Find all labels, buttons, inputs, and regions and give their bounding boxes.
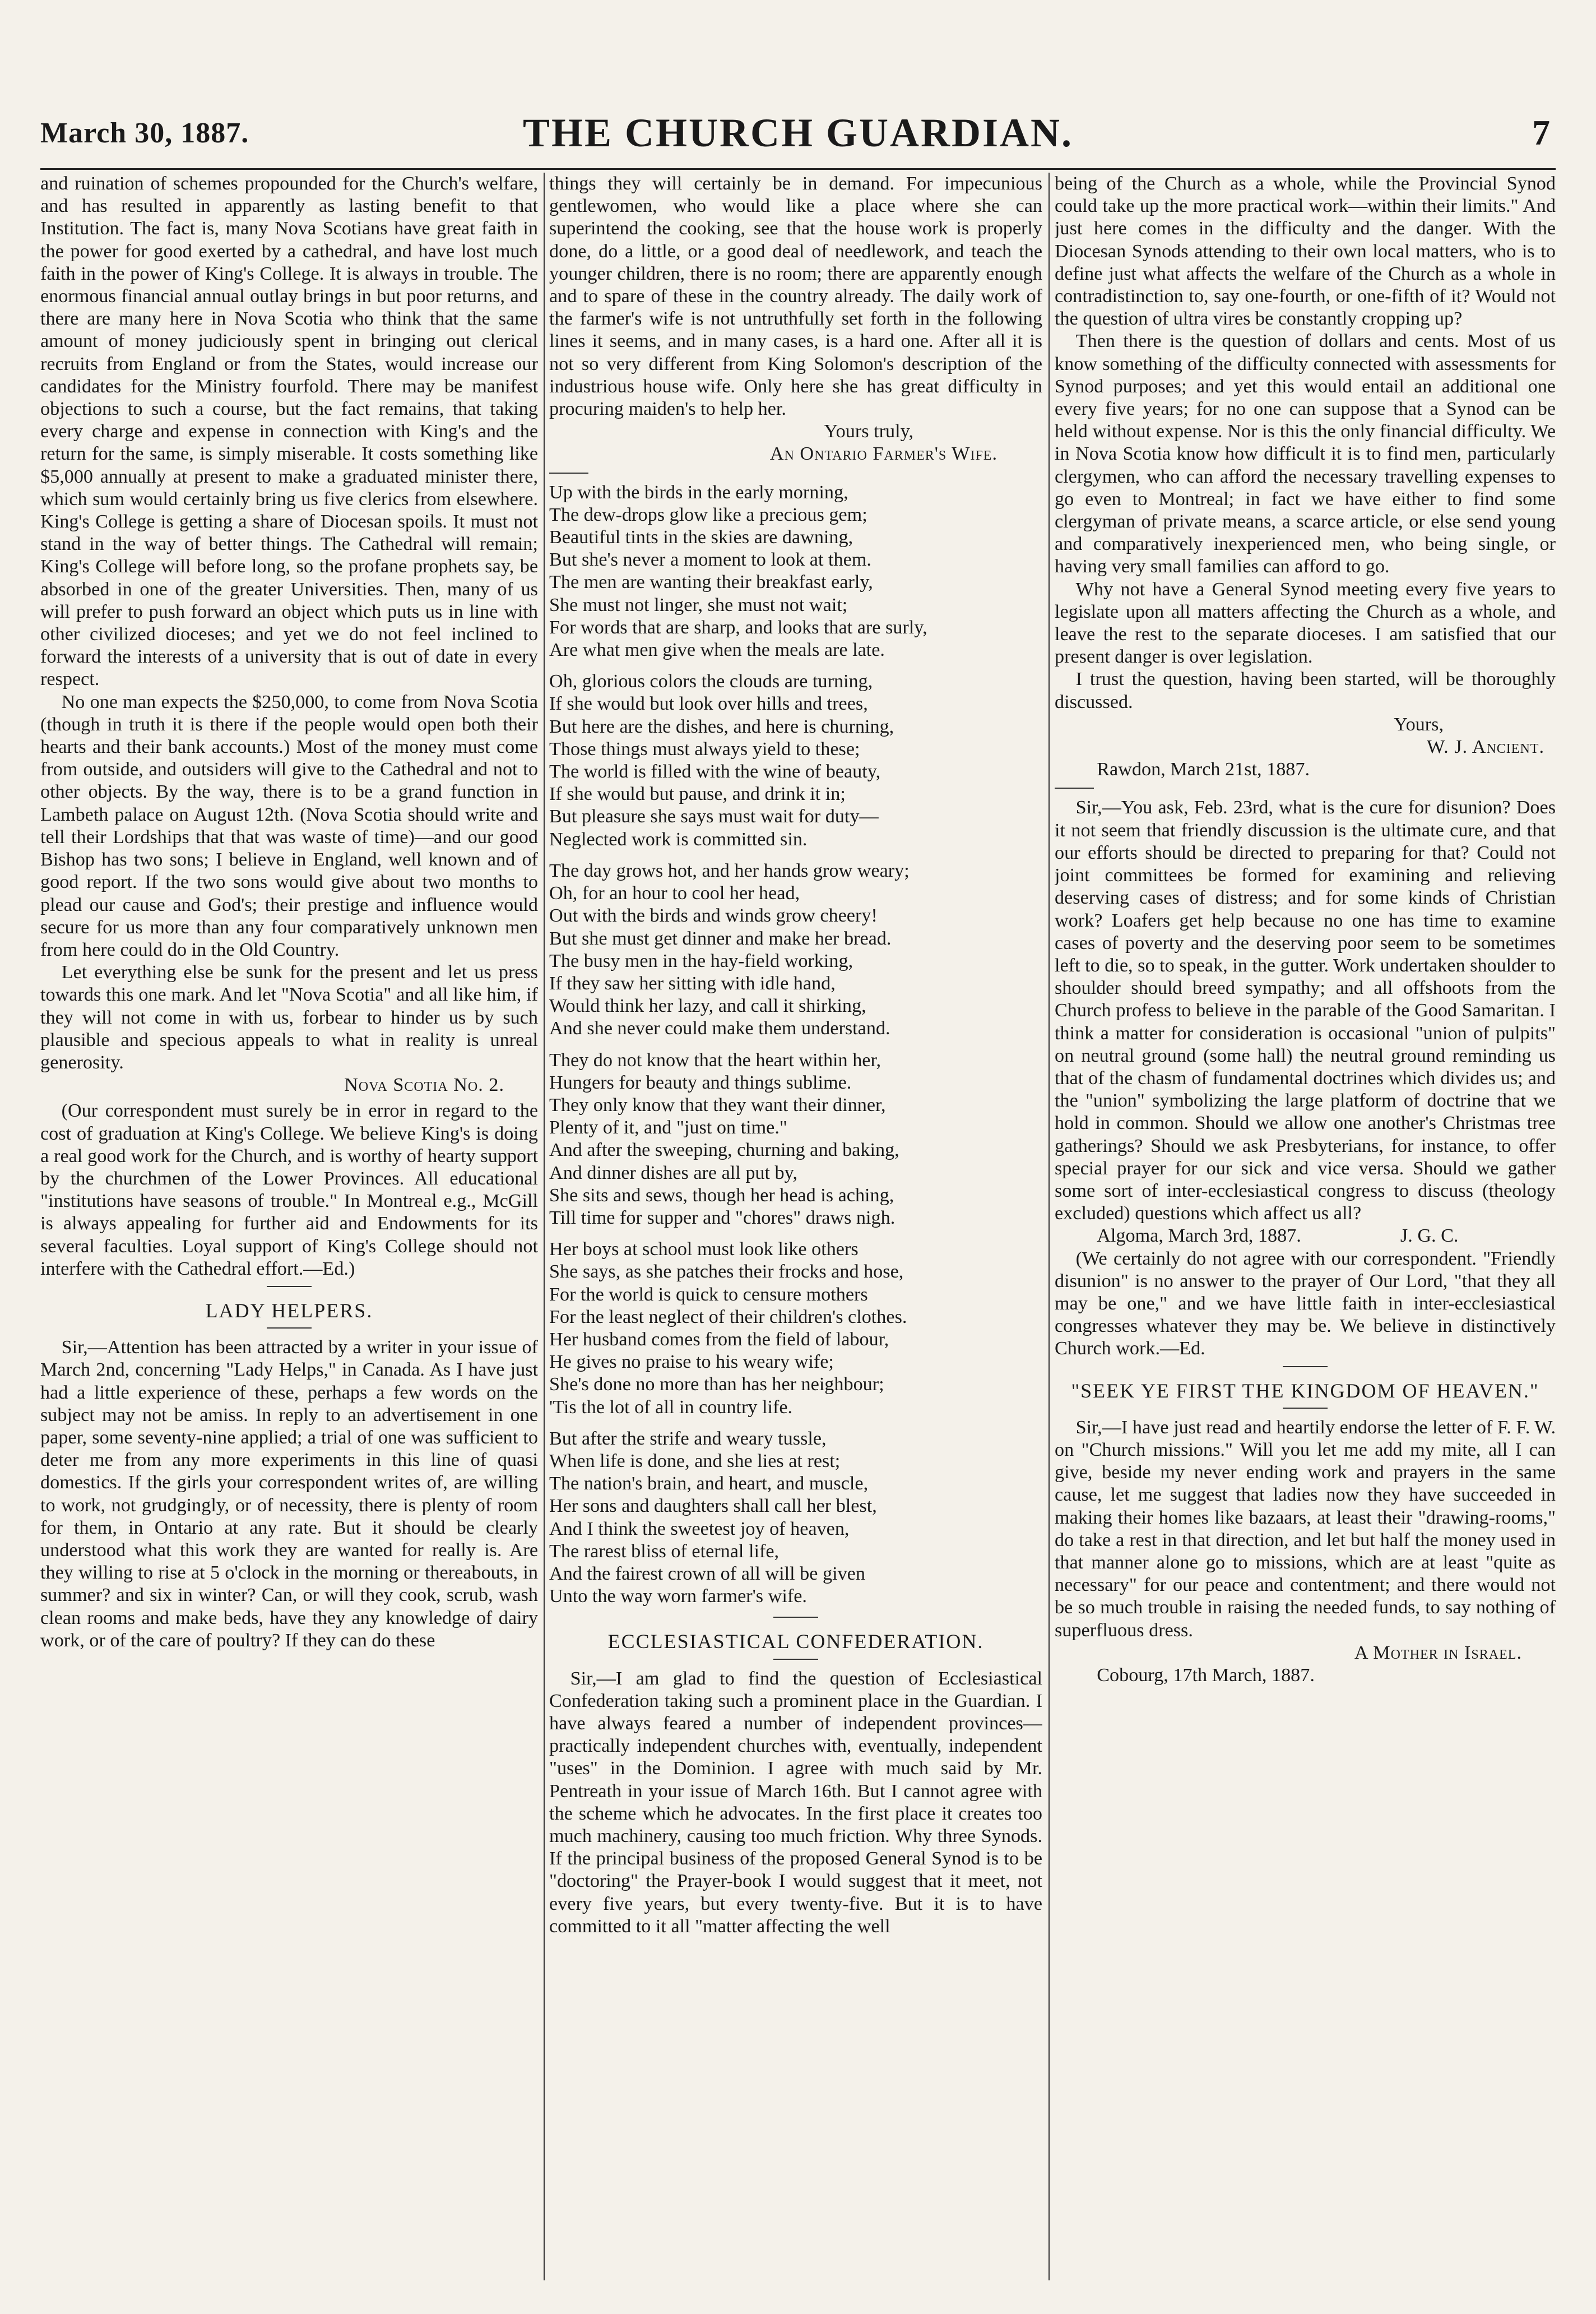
letter-paragraph: Why not have a General Synod meeting every five years to legislate upon all matters affecting the Church as a whole, and leave the rest to the separate dioceses. I am satisfied that our present danger is over legislation.	[1055, 578, 1556, 668]
poem-line: She must not linger, she must not wait;	[549, 594, 848, 615]
letter-paragraph: Sir,—Attention has been attracted by a writer in your issue of March 2nd, concerning "Lady Helps," in Canada. As I have just had a little experience of these, perhaps a few words on the subject may not be amiss. In reply to an advertisement in one paper, some seventy-nine applied; a trial of one was sufficient to deter me from any more experiments in this line of quasi domestics. If the girls your correspondent writes of, are willing to work, not grudgingly, or of necessity, there is plenty of room for them, in Ontario at any rate. But it should be clearly understood what this work they are wanted for really is. Are they willing to rise at 5 o'clock in the morning or thereabouts, in summer? and six in winter? Can, or will they cook, scrub, wash clean rooms and make beds, have they any knowledge of dairy work, or of the care of poultry? If they can do these	[40, 1337, 538, 1651]
divider	[1283, 1408, 1328, 1409]
poem-line: Oh, glorious colors the clouds are turning,	[549, 671, 873, 692]
letter-paragraph: Sir,—You ask, Feb. 23rd, what is the cure for disunion? Does it not seem that friendly discussion is the ultimate cure, and that our efforts should be directed to preparing for that? Could not joint committees be formed for examining and relieving deserving cases of distress; and for some kinds of Christian work? Loafers get help because no one has time to examine cases of poverty and the deserving poor seem to be sometimes left to die, so to speak, in the gutter. Work undertaken shoulder to shoulder should breed sympathy; and all offshoots from the Church profess to believe in the parable of the Good Samaritan. I think a matter for consideration is occasional "union of pulpits" on neutral ground (some hall) the neutral ground reminding us that of the chasm of fundamental doctrines which divides us; and the "union" symbolizing the large platform of doctrine that we hold in common. Should we allow one another's Christmas tree gatherings? Should we ask Presbyterians, for instance, to offer special prayer for our sick and vice versa. Should we gather some sort of inter-ecclesiastical congress to discuss (theology excluded) questions which affect us all?	[1055, 797, 1556, 1224]
poem-line: He gives no praise to his weary wife;	[549, 1352, 834, 1373]
letter-paragraph: I trust the question, having been started, will be thoroughly discussed.	[1055, 669, 1556, 712]
poem-line: The day grows hot, and her hands grow weary;	[549, 860, 910, 881]
divider	[773, 1617, 818, 1618]
letter-paragraph: Sir,—I am glad to find the question of Ecclesiastical Confederation taking such a prominent place in the Guardian. I have always feared a number of independent provinces—practically independent churches with, eventually, independent "uses" in the Dominion. I agree with much said by Mr. Pentreath in your issue of March 16th. But I cannot agree with the scheme which he advocates. In the first place it creates too much machinery, causing too much friction. Why three Synods. If the principal business of the proposed General Synod is to be "doctoring" the Prayer-book I would suggest that it meet, not every five years, but every twenty-five. But it is to have committed to it all "matter affecting the well	[549, 1668, 1042, 1937]
letter-paragraph: Sir,—I have just read and heartily endorse the letter of F. F. W. on "Church missions." Will you let me add my mite, all I can give, beside my never ending work and prayers in the same cause, let me suggest that ladies now they have succeeded in making their homes like bazaars, at least their "drawing-rooms," do take a rest in that direction, and let but half the money used in that manner alone go to missions, which are at least "quite as necessary" for our peace and contentment; and there would not be so much trouble in raising the needed funds, to say nothing of superfluous dress.	[1055, 1417, 1556, 1641]
column-rule	[1048, 173, 1050, 2280]
divider	[773, 1659, 818, 1660]
newspaper-page	[40, 22, 1556, 2293]
poem-line: She's done no more than has her neighbour;	[549, 1374, 884, 1395]
poem-line: For the least neglect of their children's clothes.	[549, 1306, 907, 1327]
poem-line: The men are wanting their breakfast early,	[549, 572, 873, 593]
poem-line: They only know that they want their dinner,	[549, 1094, 886, 1116]
poem-line: If they saw her sitting with idle hand,	[549, 973, 836, 994]
page-number: 7	[1532, 113, 1550, 152]
poem-line: She sits and sews, though her head is aching,	[549, 1184, 894, 1206]
newspaper-title: THE CHURCH GUARDIAN.	[522, 110, 1074, 155]
poem-line: For the world is quick to censure mothers	[549, 1284, 868, 1305]
poem-line: But she's never a moment to look at them.	[549, 549, 871, 571]
poem	[549, 482, 1042, 1608]
dateline-place: Algoma, March 3rd, 1887.	[1097, 1225, 1301, 1247]
poem-line: Her sons and daughters shall call her blest,	[549, 1496, 877, 1517]
poem-stanza	[549, 670, 1042, 851]
letter-paragraph: things they will certainly be in demand. For impecunious gentlewomen, who would like a place where she can superintend the cooking, see that the house work is properly done, do a little, or a good deal of needlework, and teach the younger children, there is no room; there are apparently enough and to spare of these in the country already. The daily work of the farmer's wife is not untruthfully set forth in the following lines it seems, and in many cases, is a hard one. After all it is not so very different from King Solomon's description of the industrious house wife. Only here she has great difficulty in procuring maiden's to help her.	[549, 173, 1042, 420]
signature: A Mother in Israel.	[1354, 1642, 1522, 1663]
divider	[267, 1286, 312, 1287]
poem-stanza	[549, 482, 1042, 662]
poem-line: Those things must always yield to these;	[549, 738, 860, 760]
poem-line: Unto the way worn farmer's wife.	[549, 1586, 807, 1607]
column-3	[1055, 173, 1556, 2292]
poem-line: She says, as she patches their frocks and hose,	[549, 1261, 904, 1283]
poem-line: The rarest bliss of eternal life,	[549, 1540, 780, 1562]
poem-line: The dew-drops glow like a precious gem;	[549, 504, 867, 525]
poem-line: The nation's brain, and heart, and muscle,	[549, 1473, 869, 1494]
poem-line: The world is filled with the wine of beauty,	[549, 761, 881, 783]
poem-line: Till time for supper and "chores" draws nigh.	[549, 1207, 896, 1228]
letter-paragraph: Then there is the question of dollars and cents. Most of us know something of the difficulty connected with assessments for Synod purposes; and yet this would entail an additional one every five years; for no one can suppose that a Synod can be held without expense. Nor is this the only financial difficulty. We in Nova Scotia know how difficult it is to find men, particularly clergymen, who can afford the necessary travelling expenses to go even to Montreal; in fact we have either to find some clergyman of private means, a scarce article, or else send young and comparatively inexperienced men, who being single, or having very small families can afford to go.	[1055, 331, 1556, 577]
signature: An Ontario Farmer's Wife.	[769, 443, 998, 465]
poem-line: But after the strife and weary tussle,	[549, 1428, 827, 1449]
dateline	[1076, 1225, 1556, 1247]
poem-line: And I think the sweetest joy of heaven,	[549, 1518, 850, 1539]
poem-line: But she must get dinner and make her bread.	[549, 928, 892, 949]
poem-line: When life is done, and she lies at rest;	[549, 1450, 841, 1471]
poem-stanza	[549, 860, 1042, 1040]
editor-note: (We certainly do not agree with our correspondent. "Friendly disunion" is no answer to the prayer of Our Lord, "that they all may be one," and we have little faith in inter-ecclesiastical congresses whatever they may be. We believe in distinctively Church work.—Ed.	[1055, 1248, 1556, 1359]
article-paragraph: Let everything else be sunk for the present and let us press towards this one mark. And let "Nova Scotia" and all like him, if they will not come in with us, forbear to hinder us by such plausible and specious appeals to what in reality is unreal generosity.	[40, 962, 538, 1073]
dateline: Cobourg, 17th March, 1887.	[1097, 1665, 1315, 1686]
poem-line: Her boys at school must look like others	[549, 1239, 859, 1260]
letter-paragraph: being of the Church as a whole, while the Provincial Synod could take up the more practical work—within their limits." And just here comes in the difficulty and the danger. With the Diocesan Synods attending to their own local matters, who is to define just what affects the welfare of the Church as a whole in contradistinction to, say one-fourth, or one-fifth of it? Would not the question of ultra vires be constantly cropping up?	[1055, 173, 1556, 330]
poem-stanza	[549, 1428, 1042, 1608]
signature: W. J. Ancient.	[1427, 737, 1544, 758]
divider	[1055, 788, 1094, 789]
column-1	[40, 173, 538, 2292]
poem-line: For words that are sharp, and looks that are surly,	[549, 617, 927, 638]
poem-stanza	[549, 1238, 1042, 1419]
poem-line: Beautiful tints in the skies are dawning,	[549, 527, 853, 548]
poem-line: And the fairest crown of all will be given	[549, 1563, 865, 1584]
poem-line: Out with the birds and winds grow cheery!	[549, 905, 878, 927]
section-heading: "SEEK YE FIRST THE KINGDOM OF HEAVEN."	[1071, 1379, 1539, 1402]
article-paragraph: and ruination of schemes propounded for the Church's welfare, and has resulted in apparently as lasting benefit to that Institution. The fact is, many Nova Scotians have great faith in the power for good exerted by a cathedral, and have lost much faith in the power of King's College. It is always in trouble. The enormous financial annual outlay brings in but poor returns, and there are many here in Nova Scotia who think that the same amount of money judiciously spent in bringing out clerical recruits from England or from the States, would increase our candidates for the Ministry fourfold. There may be manifest objections to such a course, but the fact remains, that taking every charge and expense in connection with King's and the return for the same, is simply miserable. It costs something like $5,000 annually at present to make a graduated minister there, which sum would certainly bring us five clerics from elsewhere. King's College is getting a share of Diocesan spoils. It must not stand in the way of better things. The Cathedral will remain; King's College will before long, so the profane prophets say, be absorbed in one of the greater Universities. Then, many of us will prefer to push forward an object which puts us in line with other civilized dioceses; and yet we do not feel inclined to forward the interests of a university that is out of date in every respect.	[40, 173, 538, 690]
signature: J. G. C.	[1400, 1225, 1459, 1247]
editor-note: (Our correspondent must surely be in error in regard to the cost of graduation at King's College. We believe King's is doing a real good work for the Church, and is worthy of hearty support by the churchmen of the Lower Provinces. All educational "institutions have seasons of trouble." In Montreal e.g., McGill is always appealing for further aid and Endowments for its several faculties. Loyal support of King's College should not interfere with the Cathedral effort.—Ed.)	[40, 1100, 538, 1279]
poem-line: Hungers for beauty and things sublime.	[549, 1072, 852, 1093]
poem-line: Are what men give when the meals are late.	[549, 640, 885, 661]
poem-line: Would think her lazy, and call it shirking,	[549, 996, 866, 1017]
poem-line: If she would but look over hills and trees,	[549, 693, 868, 715]
closing: Yours,	[1394, 714, 1444, 735]
poem-line: The busy men in the hay-field working,	[549, 950, 853, 971]
poem-line: And dinner dishes are all put by,	[549, 1162, 798, 1183]
closing: Yours truly,	[824, 421, 913, 442]
masthead	[40, 107, 1556, 170]
poem-line: Her husband comes from the field of labour,	[549, 1329, 889, 1350]
divider	[1283, 1366, 1328, 1367]
column-rule	[544, 173, 545, 2280]
divider	[549, 473, 588, 474]
poem-line: But here are the dishes, and here is churning,	[549, 716, 894, 737]
section-heading: ECCLESIASTICAL CONFEDERATION.	[607, 1630, 984, 1653]
poem-line: And after the sweeping, churning and baking,	[549, 1140, 899, 1161]
poem-line: Plenty of it, and "just on time."	[549, 1117, 787, 1139]
poem-line: Up with the birds in the early morning,	[549, 482, 848, 503]
divider	[267, 1327, 312, 1329]
poem-stanza	[549, 1049, 1042, 1230]
poem-line: And she never could make them understand.	[549, 1018, 890, 1039]
section-heading: LADY HELPERS.	[205, 1299, 373, 1322]
poem-line: But pleasure she says must wait for duty—	[549, 806, 879, 827]
poem-line: They do not know that the heart within her,	[549, 1049, 881, 1071]
issue-date: March 30, 1887.	[40, 117, 249, 149]
poem-line: If she would but pause, and drink it in;	[549, 784, 846, 805]
poem-line: Neglected work is committed sin.	[549, 829, 808, 850]
dateline: Rawdon, March 21st, 1887.	[1097, 759, 1310, 780]
poem-line: 'Tis the lot of all in country life.	[549, 1396, 793, 1418]
signature: Nova Scotia No. 2.	[344, 1075, 504, 1096]
column-2	[549, 173, 1042, 2292]
poem-line: Oh, for an hour to cool her head,	[549, 883, 800, 904]
article-paragraph: No one man expects the $250,000, to come from Nova Scotia (though in truth it is there if the people would open both their hearts and their bank accounts.) Most of the money must come from outside, and outsiders will give to the Cathedral and not to other objects. By the way, there is to be a grand function in Lambeth palace on August 12th. (Nova Scotia should write and tell their Lordships that that was waste of time)—and our good Bishop has two sons; I believe in England, well known and of good report. If the two sons would give about two months to plead our cause and God's; their prestige and influence would secure for us more than any four comparatively unknown men from here could do in the Old Country.	[40, 691, 538, 960]
